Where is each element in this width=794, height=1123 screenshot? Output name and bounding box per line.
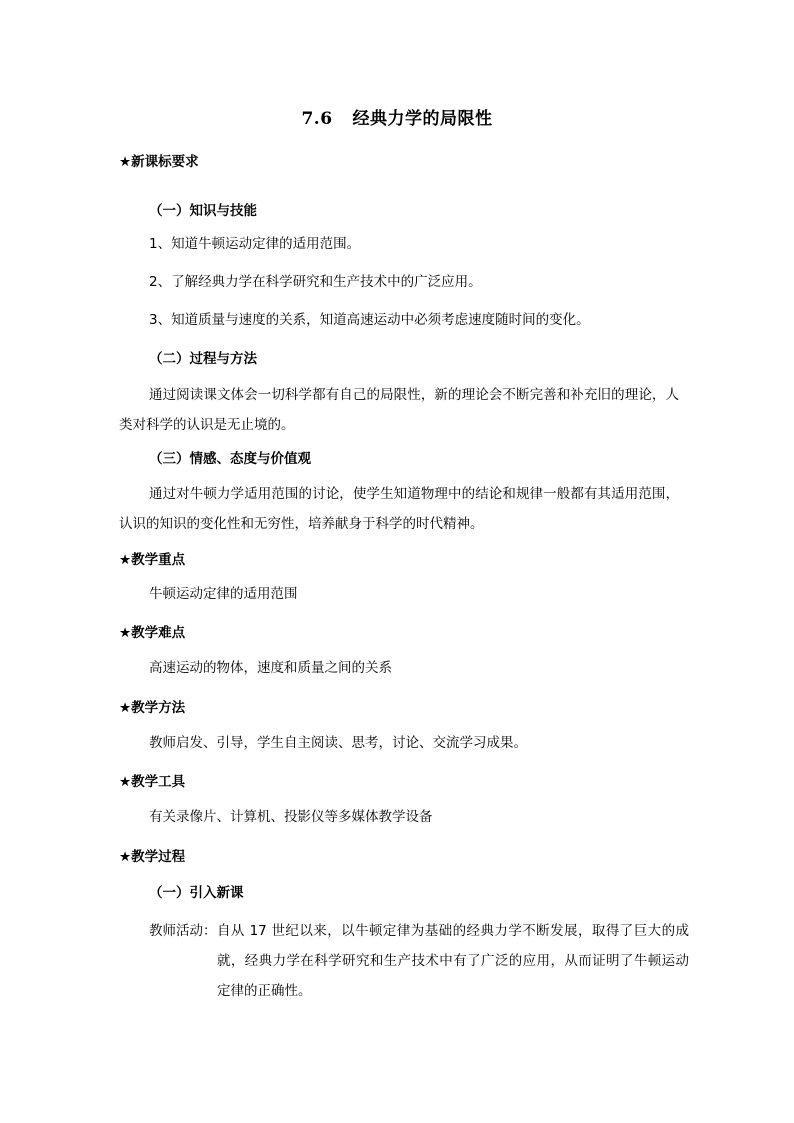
- teacher-text: 自从 17 世纪以来，以牛顿定律为基础的经典力学不断发展，取得了巨大的成就，经典力学在科学研究和生产技术中有了广泛的应用，从而证明了牛顿运动定律的正确性。: [217, 923, 689, 999]
- title-text: 经典力学的局限性: [352, 109, 493, 129]
- key-points-text: 牛顿运动定律的适用范围: [149, 586, 298, 602]
- heading-intro: （一）引入新课: [149, 885, 244, 901]
- heading-tools: ★教学工具: [119, 774, 186, 790]
- difficulty-text: 高速运动的物体，速度和质量之间的关系: [149, 660, 392, 676]
- knowledge-item-2: 2、了解经典力学在科学研究和生产技术中的广泛应用。: [149, 274, 482, 290]
- knowledge-item-3: 3、知道质量与速度的关系，知道高速运动中必须考虑速度随时间的变化。: [149, 312, 590, 328]
- method-text: 教师启发、引导，学生自主阅读、思考，讨论、交流学习成果。: [149, 735, 527, 751]
- heading-method: ★教学方法: [119, 700, 186, 716]
- heading-teaching-process: ★教学过程: [119, 849, 186, 865]
- heading-key-points: ★教学重点: [119, 552, 186, 568]
- heading-difficulty: ★教学难点: [119, 625, 186, 641]
- knowledge-item-1: 1、知道牛顿运动定律的适用范围。: [149, 236, 361, 252]
- heading-process: （二）过程与方法: [149, 351, 257, 367]
- process-text: 通过阅读课文体会一切科学都有自己的局限性，新的理论会不断完善和补充旧的理论，人类对科学的认识是无止境的。: [119, 387, 679, 433]
- teacher-label: 教师活动：: [149, 923, 217, 939]
- emotion-text: 通过对牛顿力学适用范围的讨论，使学生知道物理中的结论和规律一般都有其适用范围，认识的知识的变化性和无穷性，培养献身于科学的时代精神。: [119, 486, 679, 532]
- heading-emotion: （三）情感、态度与价值观: [149, 451, 311, 467]
- page-title: [0, 104, 794, 129]
- section-number: 7.6: [301, 109, 333, 129]
- heading-knowledge: （一）知识与技能: [149, 203, 257, 219]
- heading-standards: ★新课标要求: [119, 154, 199, 170]
- tools-text: 有关录像片、计算机、投影仪等多媒体教学设备: [149, 809, 433, 825]
